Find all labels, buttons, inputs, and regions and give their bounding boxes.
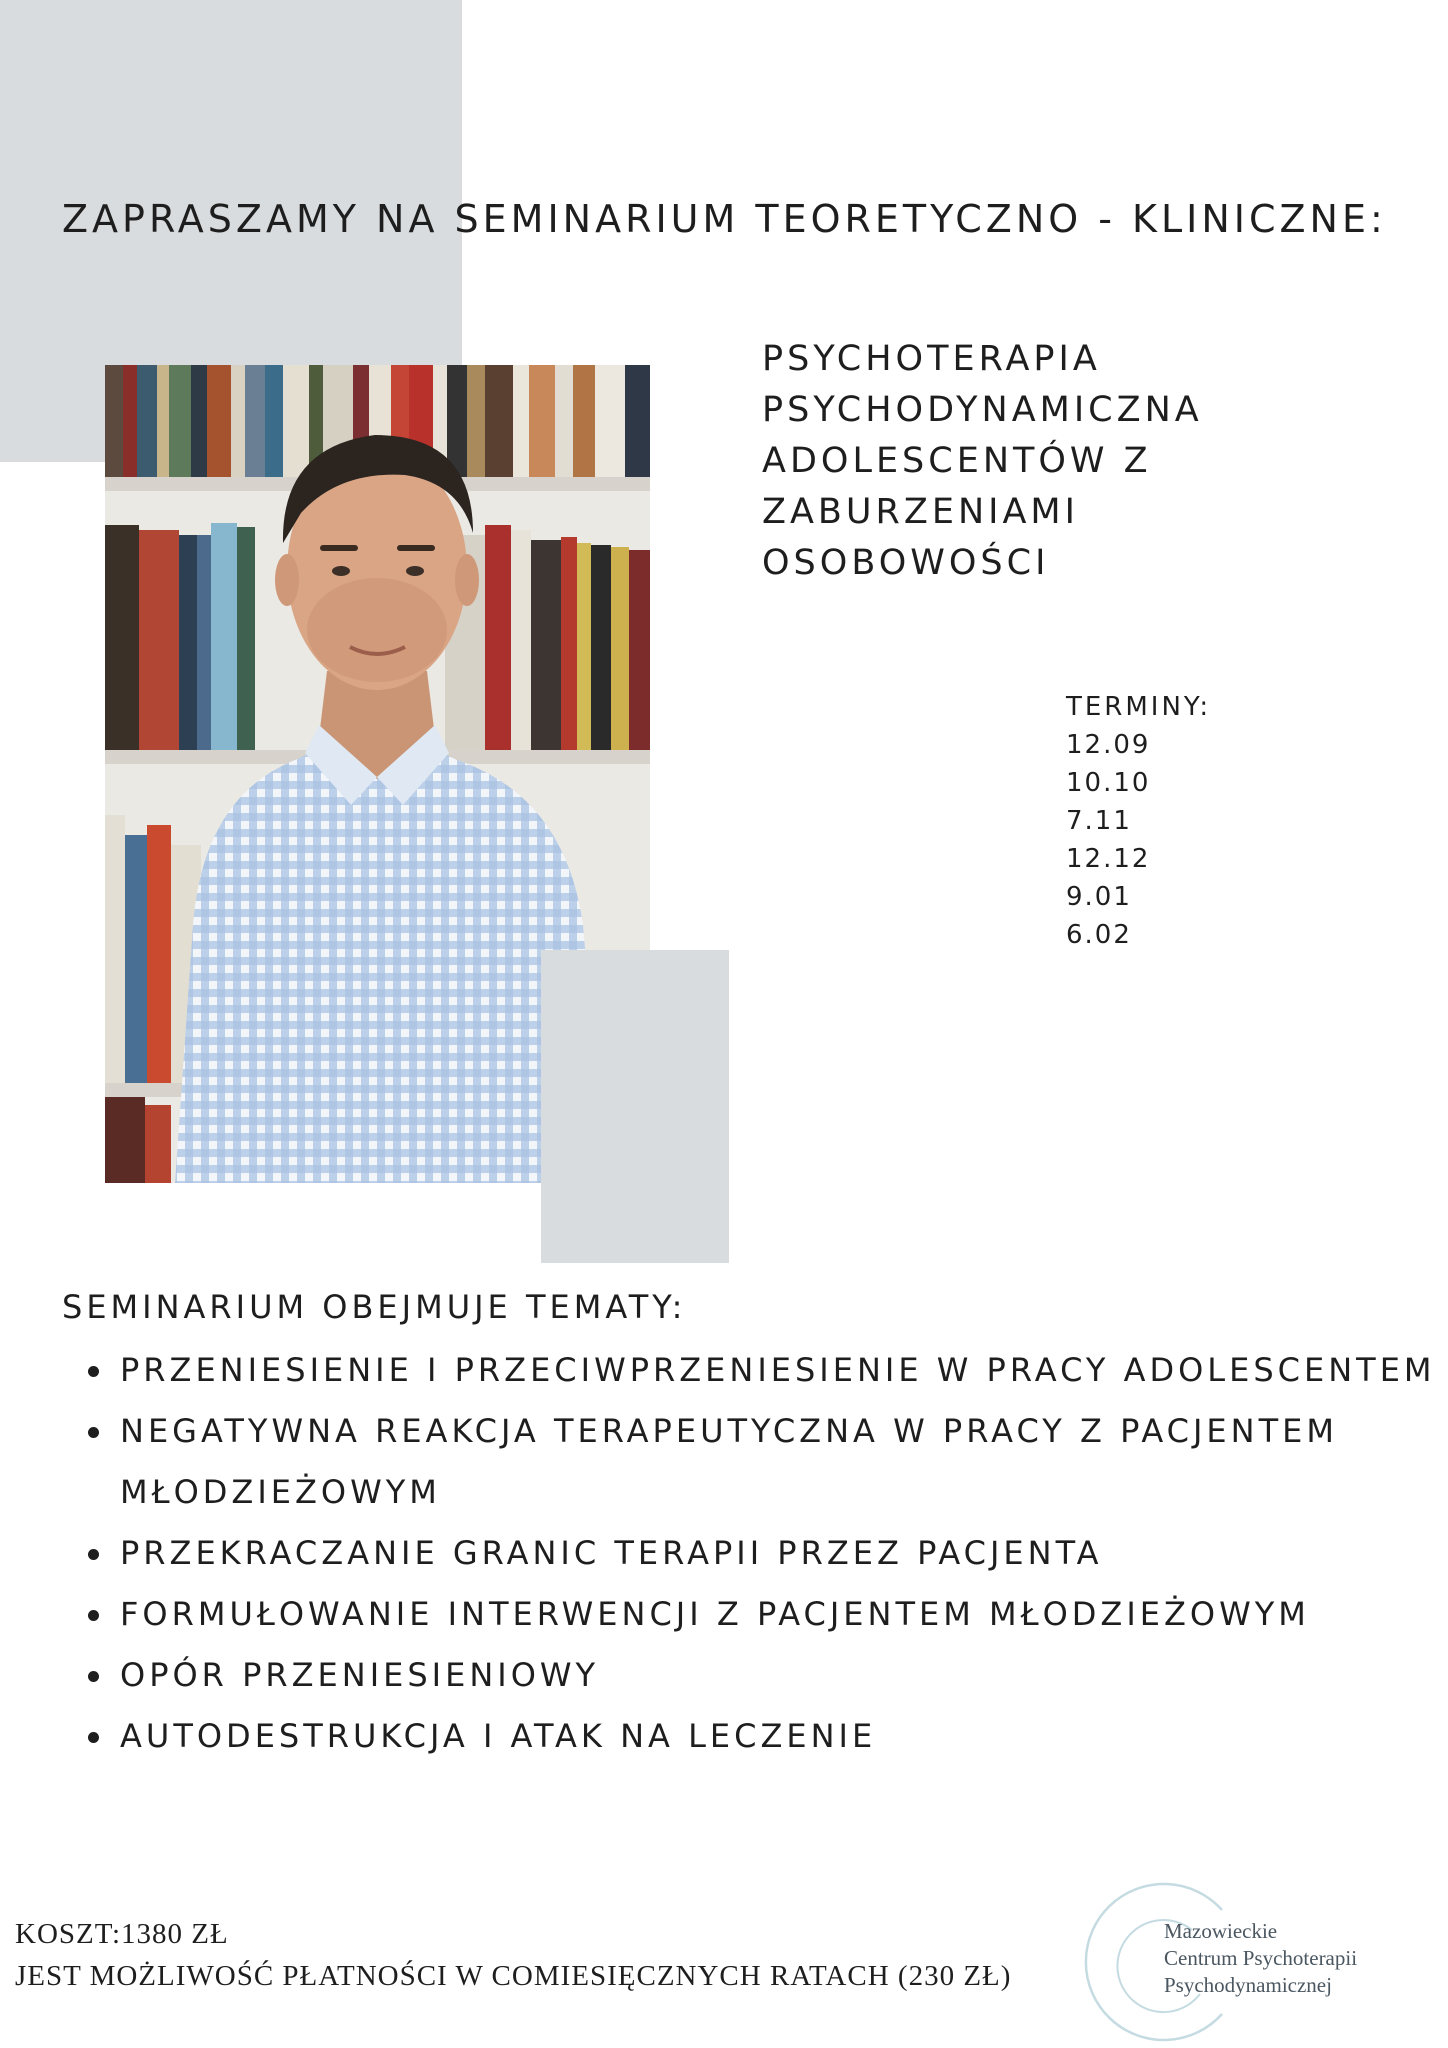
course-title xyxy=(762,334,1322,589)
decorative-panel-bottom xyxy=(541,950,729,1263)
date-item: 9.01 xyxy=(1066,882,1132,912)
topic-item xyxy=(82,1340,1442,1401)
date-item: 12.09 xyxy=(1066,730,1151,760)
course-title-line: PSYCHOTERAPIA xyxy=(762,339,1101,379)
bullet-icon xyxy=(88,1427,99,1438)
bullet-icon xyxy=(88,1610,99,1621)
cost-block xyxy=(15,1913,1095,1997)
logo-line: Mazowieckie xyxy=(1164,1919,1278,1943)
logo-line: Centrum Psychoterapii xyxy=(1164,1946,1358,1970)
topic-item xyxy=(82,1706,1442,1767)
dates-label: TERMINY: xyxy=(1066,692,1212,722)
topic-item xyxy=(82,1645,1442,1706)
date-item: 12.12 xyxy=(1066,844,1151,874)
topic-item xyxy=(82,1523,1442,1584)
organization-logo xyxy=(1072,1882,1442,2042)
bullet-icon xyxy=(88,1366,99,1377)
course-title-line: ZABURZENIAMI xyxy=(762,492,1079,532)
course-title-line: ADOLESCENTÓW Z xyxy=(762,441,1152,481)
topics-list xyxy=(82,1340,1442,1767)
topic-text: FORMUŁOWANIE INTERWENCJI Z PACJENTEM MŁODZIEŻOWYM xyxy=(120,1595,1310,1633)
date-item: 6.02 xyxy=(1066,920,1132,950)
course-title-line: OSOBOWOŚCI xyxy=(762,543,1050,583)
topics-heading: SEMINARIUM OBEJMUJE TEMATY: xyxy=(62,1288,687,1326)
cost-installments: JEST MOŻLIWOŚĆ PŁATNOŚCI W COMIESIĘCZNYCH RATACH (230 ZŁ) xyxy=(15,1960,1012,1992)
dates-block xyxy=(1066,688,1326,954)
cost-price: KOSZT:1380 ZŁ xyxy=(15,1918,229,1950)
topic-item xyxy=(82,1401,1442,1523)
topic-text: PRZENIESIENIE I PRZECIWPRZENIESIENIE W PRACY ADOLESCENTEM xyxy=(120,1351,1436,1389)
topic-text: OPÓR PRZENIESIENIOWY xyxy=(120,1656,600,1694)
logo-line: Psychodynamicznej xyxy=(1164,1973,1332,1997)
bullet-icon xyxy=(88,1671,99,1682)
course-title-line: PSYCHODYNAMICZNA xyxy=(762,390,1203,430)
bullet-icon xyxy=(88,1732,99,1743)
dates-list xyxy=(1066,726,1326,954)
logo-text xyxy=(1164,1918,1357,1999)
bullet-icon xyxy=(88,1549,99,1560)
topic-item xyxy=(82,1584,1442,1645)
invitation-heading: ZAPRASZAMY NA SEMINARIUM TEORETYCZNO - KLINICZNE: xyxy=(62,197,1387,241)
topic-text: AUTODESTRUKCJA I ATAK NA LECZENIE xyxy=(120,1717,877,1755)
date-item: 7.11 xyxy=(1066,806,1132,836)
topic-text: NEGATYWNA REAKCJA TERAPEUTYCZNA W PRACY Z PACJENTEM MŁODZIEŻOWYM xyxy=(120,1412,1338,1511)
date-item: 10.10 xyxy=(1066,768,1151,798)
topic-text: PRZEKRACZANIE GRANIC TERAPII PRZEZ PACJENTA xyxy=(120,1534,1103,1572)
